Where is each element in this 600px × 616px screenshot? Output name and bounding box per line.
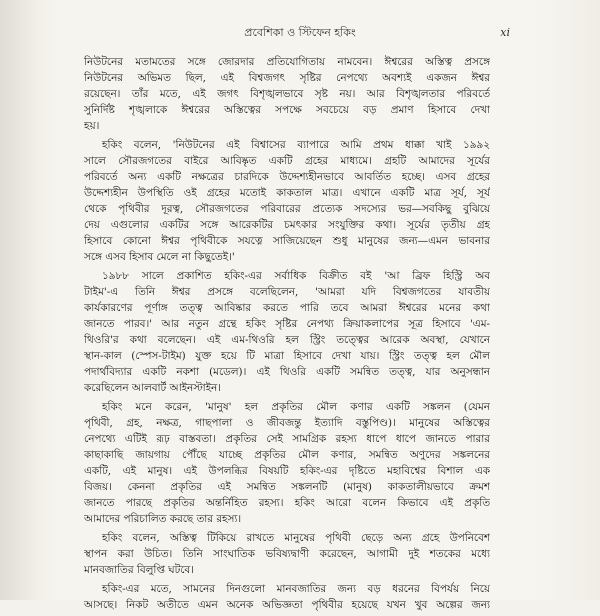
- text-line: মানবজাতির বিলুপ্তি ঘটবে।: [84, 564, 194, 576]
- text-line: সুনির্দিষ্ট শৃঙ্খলাকে ঈশ্বরের অস্তিত্বের সপক্ষে সবচেয়ে বড় প্রমাণ হিসাবে দেখা: [84, 104, 490, 116]
- text-line: একটি, এই মানুষ। এই উপলব্ধির বিষয়টি হকিং-এর দৃষ্টিতে মহাবিশ্বের বিশাল এক: [84, 465, 490, 477]
- text-line: নিউটনের মতামতের সঙ্গে জোরদার প্রতিযোগিতায় নামবেন। ঈশ্বরের অস্তিত্ব প্রসঙ্গে: [84, 56, 490, 68]
- text-line: পৃথিবী, গ্রহ, নক্ষত্র, গাছপালা ও জীবজন্তু ইত্যাদি বস্তুপিণ্ড)। মানুষের অস্তিত্বের: [84, 417, 490, 429]
- text-line: নেপথ্যে এটিই রূঢ় বাস্তবতা। প্রকৃতির সেই সামগ্রিক রহস্য ধাপে ধাপে জানতে পারার: [84, 433, 490, 445]
- text-line: সালে সৌরজগতের বাইরে আবিষ্কৃত একটি গ্রহের মাধ্যমে। গ্রহটি আমাদের সূর্যের: [84, 155, 490, 167]
- paragraph: [84, 581, 490, 613]
- text-line: কাছাকাছি জায়গায় পৌঁছে যাচ্ছে প্রকৃতির মৌল কণার, সমন্বিত অণুদের সঙ্কলনের: [84, 449, 490, 461]
- text-line: হকিং বলেন, অস্তিত্ব টিকিয়ে রাখতে মানুষের পৃথিবী ছেড়ে অন্য গ্রহে উপনিবেশ: [102, 532, 490, 544]
- text-line: পদার্থবিদ্যার একটি নকশা (মডেল)। এই থিওরি একটি সমন্বিত তত্ত্ব, যার অনুসন্ধান: [84, 366, 490, 378]
- paragraph: [84, 399, 490, 527]
- text-line: থিওরি'র কথা বলেছেন। এই এম-থিওরি হল স্ট্রিং তত্ত্বের আরেক অবস্থা, যেখানে: [84, 334, 490, 346]
- text-line: পরিবর্তে অন্য একটি নক্ষত্রের চারদিকে উদ্দেশ্যহীনভাবে আবর্তিত হচ্ছে। এসব গ্রহের: [84, 171, 490, 183]
- text-line: হকিং বলেন, 'নিউটনের এই বিশ্বাসের ব্যাপারে আমি প্রথম ধাক্কা খাই ১৯৯২: [102, 139, 490, 151]
- text-line: করেছিলেন আলবার্ট আইনস্টাইন।: [84, 382, 221, 394]
- page-header: [0, 24, 600, 42]
- text-line: কার্যকারণের পূর্ণাঙ্গ তত্ত্ব আবিষ্কার করতে পারি তবে আমরা ঈশ্বরের মনের কথা: [84, 302, 490, 314]
- body-text: [84, 54, 490, 616]
- text-line: সঙ্গে এসব হিসাব মেলে না কিছুতেই।': [84, 251, 235, 263]
- text-line: আমাদের পরিচালিত করছে তার রহস্য।: [84, 513, 242, 525]
- page-number: xi: [500, 26, 510, 39]
- text-line: হকিং মনে করেন, 'মানুষ' হল প্রকৃতির মৌল কণার একটি সঙ্কলন (যেমন: [102, 401, 490, 413]
- running-title: প্রবেশিকা ও স্টিফেন হকিং: [244, 26, 356, 39]
- text-line: দেয় এগুলোর একটির সঙ্গে আরেকটির চমৎকার সংযুক্তির কথা। সূর্যের তৃতীয় গ্রহ: [84, 219, 490, 231]
- paragraph: [84, 530, 490, 578]
- text-line: স্থান-কাল (স্পেস-টাইম) যুক্ত হয়ে টি মাত্রা হিসাবে দেখা যায়। স্ট্রিং তত্ত্ব হল মৌল: [84, 350, 490, 362]
- text-line: ১৯৮৮ সালে প্রকাশিত হকিং-এর সর্বাধিক বিক্রীত বই 'আ ব্রিফ হিস্ট্রি অব: [102, 270, 490, 282]
- text-line: রয়েছেন। তাঁর মতে, এই জগৎ বিশৃঙ্খলভাবে সৃষ্ট নয়। আর বিশৃঙ্খলতার পরিবর্তে: [84, 88, 490, 100]
- paragraph: [84, 54, 490, 134]
- paragraph: [84, 268, 490, 396]
- text-line: বিজয়। কেননা প্রকৃতির এই সমন্বিত সঙ্কলনটি (মানুষ) কাকতালীয়ভাবে ক্রমশ: [84, 481, 490, 493]
- text-line: নিউটনের অভিমত ছিল, এই বিশ্বজগৎ সৃষ্টির নেপথ্যে অবশ্যই একজন ঈশ্বর: [84, 72, 490, 84]
- paragraph: [84, 137, 490, 265]
- text-line: উদ্দেশ্যহীন উপস্থিতি ওই গ্রহের মতোই কাকতাল মাত্র। এখানে একটি মাত্র সূর্য, সূর্য: [84, 187, 490, 199]
- text-line: জানতে পারব।' আর নতুন গ্রন্থে হকিং সৃষ্টির নেপথ্য ক্রিয়াকলাপের সূত্র হিসাবে 'এম-: [84, 318, 490, 330]
- text-line: থেকে পৃথিবীর দূরত্ব, সৌরজগতের পরিবারের প্রত্যেক সদস্যের ভর—সবকিছু বুঝিয়ে: [84, 203, 490, 215]
- text-line: জানতে পারছে প্রকৃতির অন্তর্নিহিত রহস্য। হকিং আরো বলেন কিভাবে এই প্রকৃতি: [84, 497, 490, 509]
- text-line: আসছে। নিকট অতীতে এমন অনেক অভিজ্ঞতা পৃথিবীর হয়েছে যখন খুব অল্পের জন্য: [84, 599, 490, 611]
- text-line: হয়।: [84, 120, 100, 132]
- text-line: স্থাপন করা উচিত। তিনি সাংঘাতিক ভবিষ্যদ্বাণী করেছেন, আগামী দুই শতকের মধ্যে: [84, 548, 490, 560]
- binding-shadow: [0, 0, 40, 600]
- text-line: টাইম'-এ তিনি ঈশ্বর প্রসঙ্গে বলেছিলেন, 'আমরা যদি বিশ্বজগতের যাবতীয়: [84, 286, 490, 298]
- text-line: হকিং-এর মতে, সামনের দিনগুলো মানবজাতির জন্য বড় ধরনের বিপর্যয় নিয়ে: [102, 583, 490, 595]
- text-line: হিসাবে কোনো ঈশ্বর পৃথিবীকে সযত্নে সাজিয়েছেন শুধু মানুষের জন্য—এমন ভাবনার: [84, 235, 490, 247]
